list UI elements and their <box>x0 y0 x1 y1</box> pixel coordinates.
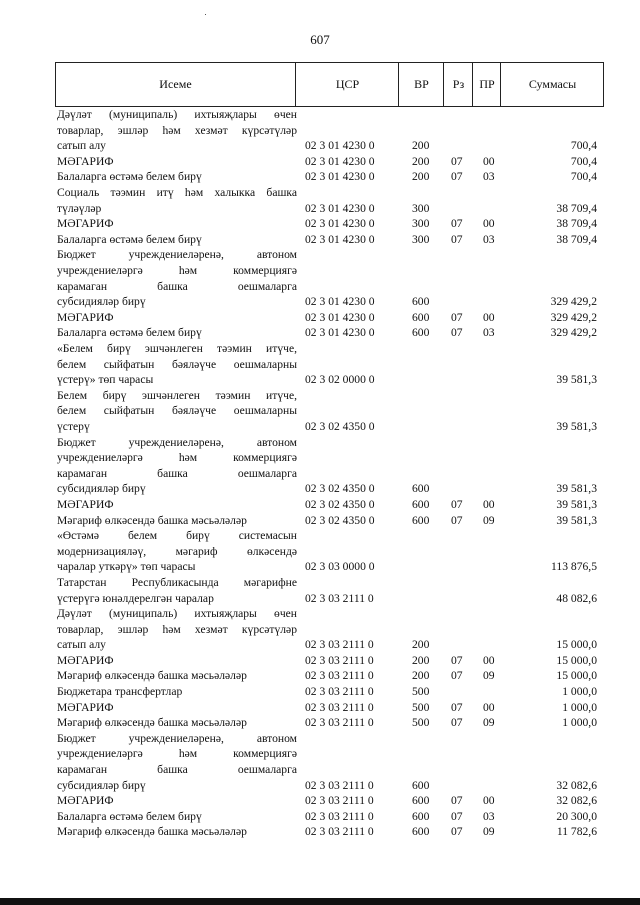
row-vr: 600 <box>412 482 430 496</box>
row-name-line: түләүләр <box>57 201 102 215</box>
row-csr: 02 3 03 0000 0 <box>305 560 375 574</box>
row-name-line: Балаларга өстәмә белем бирү <box>57 326 202 340</box>
table-row <box>55 575 604 606</box>
row-name <box>57 668 297 684</box>
row-sum: 1 000,0 <box>562 685 597 699</box>
row-sum: 329 429,2 <box>550 295 597 309</box>
row-vr: 600 <box>412 497 430 511</box>
header-pr: ПР <box>472 63 501 106</box>
table-row <box>55 528 604 575</box>
row-csr: 02 3 01 4230 0 <box>305 232 375 246</box>
table-header <box>55 62 604 107</box>
row-vr: 600 <box>412 326 430 340</box>
row-name-line: «Өстәмә белем бирү системасын <box>57 529 297 543</box>
row-sum: 15 000,0 <box>556 638 597 652</box>
row-vr: 200 <box>412 139 430 153</box>
row-name <box>57 169 297 185</box>
row-name <box>57 107 297 154</box>
row-name-line: МӘГАРИФ <box>57 653 114 667</box>
table-row <box>55 107 604 154</box>
row-sum: 700,4 <box>570 170 597 184</box>
scan-speck <box>205 14 206 15</box>
table-row <box>55 715 604 731</box>
row-rz: 07 <box>451 170 463 184</box>
row-name-line: модернизацияләү, мәгариф өлкәсендә <box>57 544 297 558</box>
row-vr: 600 <box>412 809 430 823</box>
row-name-line: МӘГАРИФ <box>57 497 114 511</box>
row-name-line: Балаларга өстәмә белем бирү <box>57 809 202 823</box>
row-name-line: Социаль тәэмин итү һәм халыкка башка <box>57 185 297 199</box>
row-name-line: МӘГАРИФ <box>57 794 114 808</box>
row-rz: 07 <box>451 513 463 527</box>
row-name <box>57 497 297 513</box>
row-name <box>57 185 297 216</box>
header-csr: ЦСР <box>295 63 399 106</box>
row-name-line: үстерү <box>57 419 90 433</box>
row-vr: 200 <box>412 653 430 667</box>
row-sum: 113 876,5 <box>551 560 597 574</box>
row-rz: 07 <box>451 326 463 340</box>
row-name <box>57 575 297 606</box>
row-pr: 03 <box>483 170 495 184</box>
row-vr: 300 <box>412 201 430 215</box>
row-csr: 02 3 03 2111 0 <box>305 669 374 683</box>
row-name <box>57 824 297 840</box>
header-sum: Суммасы <box>500 63 604 106</box>
row-pr: 03 <box>483 326 495 340</box>
row-pr: 00 <box>483 794 495 808</box>
row-csr: 02 3 03 2111 0 <box>305 794 374 808</box>
row-name <box>57 513 297 529</box>
row-pr: 00 <box>483 154 495 168</box>
row-pr: 09 <box>483 716 495 730</box>
table-row <box>55 824 604 840</box>
row-sum: 329 429,2 <box>550 326 597 340</box>
row-name <box>57 809 297 825</box>
table-row <box>55 513 604 529</box>
row-sum: 700,4 <box>570 154 597 168</box>
table-row <box>55 668 604 684</box>
row-name-line: белем сыйфатын бәяләүче оешмаларны <box>57 357 297 371</box>
row-sum: 39 581,3 <box>556 497 597 511</box>
table-row <box>55 388 604 435</box>
row-csr: 02 3 03 2111 0 <box>305 778 374 792</box>
table-row <box>55 809 604 825</box>
row-name <box>57 341 297 388</box>
row-sum: 39 581,3 <box>556 513 597 527</box>
row-name-line: сатып алу <box>57 638 106 652</box>
row-pr: 09 <box>483 825 495 839</box>
row-name-line: карамаган башка оешмаларга <box>57 763 297 777</box>
row-csr: 02 3 01 4230 0 <box>305 139 375 153</box>
row-rz: 07 <box>451 653 463 667</box>
row-sum: 32 082,6 <box>556 794 597 808</box>
row-name <box>57 700 297 716</box>
table-row <box>55 341 604 388</box>
row-vr: 200 <box>412 170 430 184</box>
row-pr: 00 <box>483 700 495 714</box>
row-name-line: Белем бирү эшчәнлеген тәэмин итүче, <box>57 388 297 402</box>
row-name-line: Мәгариф өлкәсендә башка мәсьәләләр <box>57 669 247 683</box>
table-row <box>55 232 604 248</box>
row-csr: 02 3 01 4230 0 <box>305 217 375 231</box>
table-row <box>55 185 604 216</box>
row-name <box>57 606 297 653</box>
row-name-line: үстерү» төп чарасы <box>57 373 154 387</box>
row-name <box>57 653 297 669</box>
row-name-line: субсидияләр бирү <box>57 778 146 792</box>
row-vr: 300 <box>412 232 430 246</box>
header-rz: Рз <box>443 63 473 106</box>
budget-table <box>55 62 604 840</box>
row-sum: 38 709,4 <box>556 217 597 231</box>
row-pr: 00 <box>483 217 495 231</box>
row-name <box>57 310 297 326</box>
row-sum: 15 000,0 <box>556 669 597 683</box>
row-name <box>57 247 297 309</box>
row-sum: 39 581,3 <box>556 482 597 496</box>
table-row <box>55 310 604 326</box>
row-pr: 09 <box>483 669 495 683</box>
row-vr: 200 <box>412 638 430 652</box>
row-name-line: Татарстан Республикасында мәгарифне <box>57 575 297 589</box>
row-rz: 07 <box>451 154 463 168</box>
table-row <box>55 169 604 185</box>
table-row <box>55 793 604 809</box>
row-name-line: сатып алу <box>57 139 106 153</box>
row-pr: 00 <box>483 653 495 667</box>
row-name-line: белем сыйфатын бәяләүче оешмаларны <box>57 404 297 418</box>
row-sum: 15 000,0 <box>556 653 597 667</box>
row-name-line: «Белем бирү эшчәнлеген тәэмин итүче, <box>57 341 297 355</box>
table-row <box>55 216 604 232</box>
table-row <box>55 700 604 716</box>
header-vr: ВР <box>398 63 444 106</box>
row-name-line: Мәгариф өлкәсендә башка мәсьәләләр <box>57 825 247 839</box>
row-csr: 02 3 03 2111 0 <box>305 653 374 667</box>
row-name-line: Балаларга өстәмә белем бирү <box>57 170 202 184</box>
row-rz: 07 <box>451 497 463 511</box>
row-name-line: МӘГАРИФ <box>57 310 114 324</box>
row-csr: 02 3 03 2111 0 <box>305 700 374 714</box>
row-rz: 07 <box>451 809 463 823</box>
table-body <box>55 107 604 840</box>
row-pr: 03 <box>483 809 495 823</box>
row-sum: 32 082,6 <box>556 778 597 792</box>
row-csr: 02 3 02 4350 0 <box>305 482 375 496</box>
row-vr: 600 <box>412 310 430 324</box>
row-name <box>57 325 297 341</box>
row-rz: 07 <box>451 669 463 683</box>
row-sum: 39 581,3 <box>556 419 597 433</box>
row-name-line: учреждениеләргә һәм коммерциягә <box>57 747 297 761</box>
row-vr: 300 <box>412 217 430 231</box>
row-name <box>57 154 297 170</box>
row-name-line: үстерүгә юнәлдерелгән чаралар <box>57 591 214 605</box>
row-vr: 500 <box>412 700 430 714</box>
row-sum: 700,4 <box>570 139 597 153</box>
row-sum: 329 429,2 <box>550 310 597 324</box>
table-row <box>55 497 604 513</box>
row-name-line: МӘГАРИФ <box>57 217 114 231</box>
row-rz: 07 <box>451 232 463 246</box>
scan-edge <box>0 898 640 905</box>
row-name-line: товарлар, эшләр һәм хезмәт күрсәтүләр <box>57 622 297 636</box>
row-name <box>57 793 297 809</box>
row-rz: 07 <box>451 825 463 839</box>
row-csr: 02 3 01 4230 0 <box>305 170 375 184</box>
row-name-line: Бюджетара трансфертлар <box>57 685 183 699</box>
row-vr: 200 <box>412 154 430 168</box>
page-number: 607 <box>310 32 330 47</box>
row-pr: 09 <box>483 513 495 527</box>
row-csr: 02 3 02 4350 0 <box>305 419 375 433</box>
row-name <box>57 232 297 248</box>
table-row <box>55 684 604 700</box>
row-name-line: Бюджет учреждениеләренә, автоном <box>57 435 297 449</box>
row-name <box>57 388 297 435</box>
row-csr: 02 3 01 4230 0 <box>305 154 375 168</box>
row-vr: 200 <box>412 669 430 683</box>
row-sum: 38 709,4 <box>556 201 597 215</box>
row-csr: 02 3 03 2111 0 <box>305 809 374 823</box>
row-name-line: МӘГАРИФ <box>57 700 114 714</box>
row-csr: 02 3 03 2111 0 <box>305 638 374 652</box>
row-vr: 500 <box>412 716 430 730</box>
row-name-line: карамаган башка оешмаларга <box>57 279 297 293</box>
row-vr: 500 <box>412 685 430 699</box>
row-csr: 02 3 01 4230 0 <box>305 295 375 309</box>
row-sum: 1 000,0 <box>562 700 597 714</box>
row-name-line: карамаган башка оешмаларга <box>57 466 297 480</box>
row-name-line: МӘГАРИФ <box>57 154 114 168</box>
row-name <box>57 435 297 497</box>
row-name-line: субсидияләр бирү <box>57 295 146 309</box>
row-name-line: Бюджет учреждениеләренә, автоном <box>57 248 297 262</box>
table-row <box>55 247 604 309</box>
row-name-line: Балаларга өстәмә белем бирү <box>57 232 202 246</box>
table-row <box>55 435 604 497</box>
row-sum: 1 000,0 <box>562 716 597 730</box>
row-rz: 07 <box>451 217 463 231</box>
row-rz: 07 <box>451 716 463 730</box>
row-csr: 02 3 02 0000 0 <box>305 373 375 387</box>
row-name <box>57 684 297 700</box>
row-name-line: учреждениеләргә һәм коммерциягә <box>57 263 297 277</box>
row-vr: 600 <box>412 513 430 527</box>
row-csr: 02 3 02 4350 0 <box>305 513 375 527</box>
table-row <box>55 731 604 793</box>
row-name-line: товарлар, эшләр һәм хезмәт күрсәтүләр <box>57 123 297 137</box>
row-name-line: Мәгариф өлкәсендә башка мәсьәләләр <box>57 513 247 527</box>
row-name-line: учреждениеләргә һәм коммерциягә <box>57 451 297 465</box>
row-name <box>57 715 297 731</box>
row-vr: 600 <box>412 825 430 839</box>
row-csr: 02 3 01 4230 0 <box>305 326 375 340</box>
row-csr: 02 3 01 4230 0 <box>305 310 375 324</box>
row-pr: 00 <box>483 497 495 511</box>
row-name-line: чаралар уткәрү» төп чарасы <box>57 560 196 574</box>
row-csr: 02 3 03 2111 0 <box>305 825 374 839</box>
row-csr: 02 3 03 2111 0 <box>305 591 374 605</box>
row-name <box>57 528 297 575</box>
row-name-line: субсидияләр бирү <box>57 482 146 496</box>
table-row <box>55 325 604 341</box>
row-vr: 600 <box>412 794 430 808</box>
row-sum: 39 581,3 <box>556 373 597 387</box>
row-csr: 02 3 02 4350 0 <box>305 497 375 511</box>
row-rz: 07 <box>451 310 463 324</box>
row-sum: 48 082,6 <box>556 591 597 605</box>
row-csr: 02 3 01 4230 0 <box>305 201 375 215</box>
row-pr: 00 <box>483 310 495 324</box>
table-row <box>55 606 604 653</box>
row-name-line: Дәүләт (муниципаль) ихтыяҗлары өчен <box>57 607 297 621</box>
row-name <box>57 731 297 793</box>
row-name-line: Дәүләт (муниципаль) ихтыяҗлары өчен <box>57 108 297 121</box>
table-row <box>55 653 604 669</box>
header-name: Исеме <box>159 77 192 91</box>
row-name-line: Мәгариф өлкәсендә башка мәсьәләләр <box>57 716 247 730</box>
row-name <box>57 216 297 232</box>
row-vr: 600 <box>412 295 430 309</box>
row-rz: 07 <box>451 700 463 714</box>
row-rz: 07 <box>451 794 463 808</box>
row-pr: 03 <box>483 232 495 246</box>
row-name-line: Бюджет учреждениеләренә, автоном <box>57 731 297 745</box>
row-sum: 20 300,0 <box>556 809 597 823</box>
row-sum: 38 709,4 <box>556 232 597 246</box>
row-vr: 600 <box>412 778 430 792</box>
row-csr: 02 3 03 2111 0 <box>305 716 374 730</box>
table-row <box>55 154 604 170</box>
row-csr: 02 3 03 2111 0 <box>305 685 374 699</box>
row-sum: 11 782,6 <box>556 825 597 839</box>
